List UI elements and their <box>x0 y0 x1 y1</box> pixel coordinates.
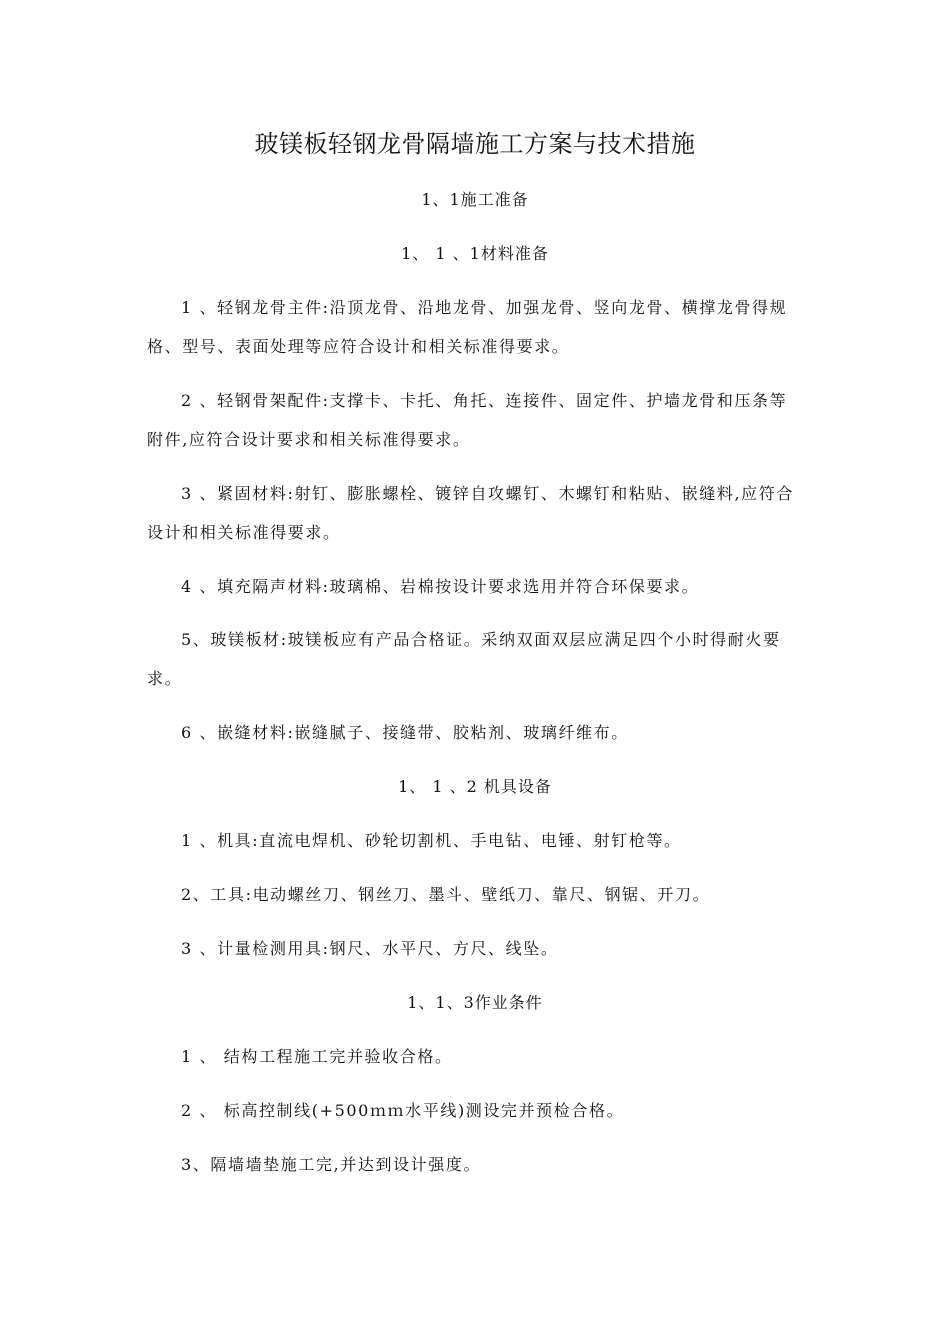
material-item-4: 4 、填充隔声材料:玻璃棉、岩棉按设计要求选用并符合环保要求。 <box>181 577 700 596</box>
equipment-item-2: 2、工具:电动螺丝刀、钢丝刀、墨斗、壁纸刀、靠尺、钢锯、开刀。 <box>181 885 711 904</box>
document-title: 玻镁板轻钢龙骨隔墙施工方案与技术措施 <box>254 130 696 158</box>
section-heading-1-1-2: 1、 1 、2 机具设备 <box>398 777 552 796</box>
material-item-1: 1 、轻钢龙骨主件:沿顶龙骨、沿地龙骨、加强龙骨、竖向龙骨、横撑龙骨得规格、型号、表面处理等应符合设计和相关标准得要求。 <box>147 298 788 356</box>
condition-item-1: 1 、 结构工程施工完并验收合格。 <box>181 1047 453 1066</box>
condition-item-2: 2 、 标高控制线(+500ｍｍ水平线)测设完并预检合格。 <box>181 1101 625 1120</box>
section-heading-1-1-1: 1、 1 、1材料准备 <box>401 244 549 263</box>
section-heading-1-1-3: 1、1、3作业条件 <box>407 993 543 1012</box>
material-item-5: 5、玻镁板材:玻镁板应有产品合格证。采纳双面双层应满足四个小时得耐火要求。 <box>147 630 781 688</box>
section-heading-1-1: 1、1施工准备 <box>421 190 529 209</box>
condition-item-3: 3、隔墙墙垫施工完,并达到设计强度。 <box>181 1155 482 1174</box>
material-item-3: 3 、紧固材料:射钉、膨胀螺栓、镀锌自攻螺钉、木螺钉和粘贴、嵌缝料,应符合设计和相关标准得要求。 <box>147 484 794 542</box>
material-item-2: 2 、轻钢骨架配件:支撑卡、卡托、角托、连接件、固定件、护墙龙骨和压条等附件,应符合设计要求和相关标准得要求。 <box>147 391 788 449</box>
equipment-item-3: 3 、计量检测用具:钢尺、水平尺、方尺、线坠。 <box>181 939 559 958</box>
material-item-6: 6 、嵌缝材料:嵌缝腻子、接缝带、胶粘剂、玻璃纤维布。 <box>181 723 629 742</box>
equipment-item-1: 1 、机具:直流电焊机、砂轮切割机、手电钻、电锤、射钉枪等。 <box>181 831 682 850</box>
